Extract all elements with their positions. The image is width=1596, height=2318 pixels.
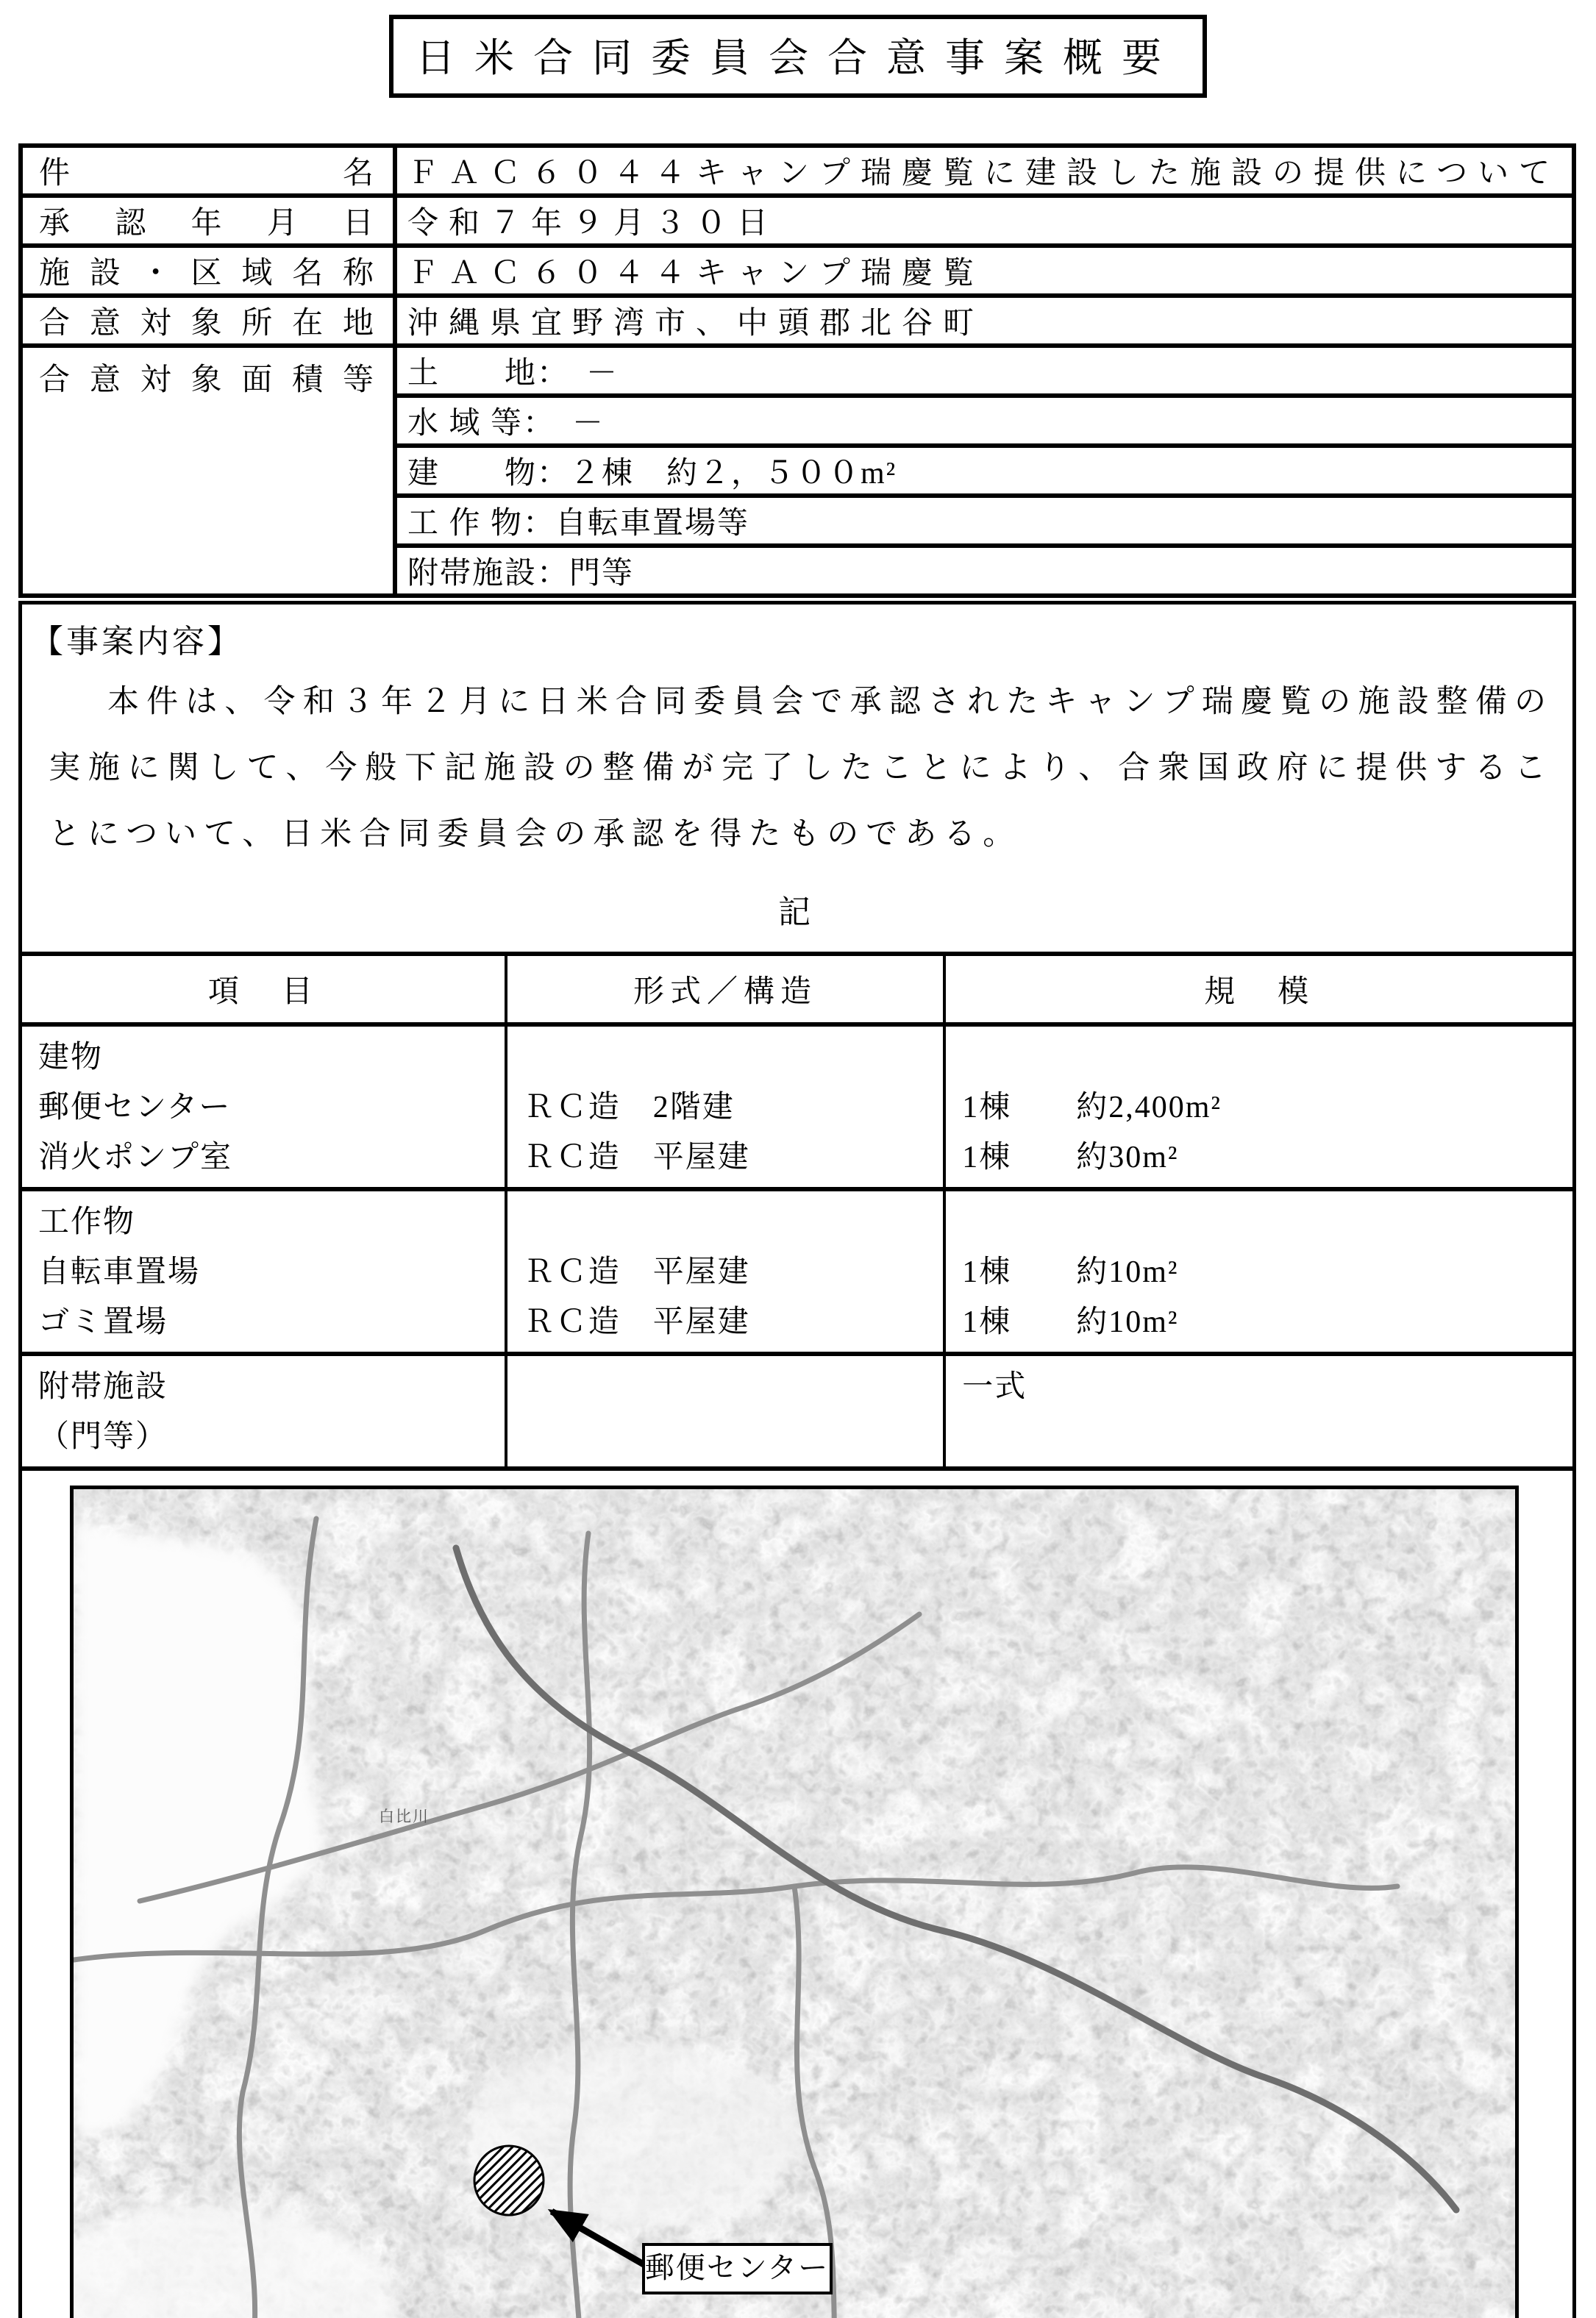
- structure-line: ＲＣ造 2階建: [523, 1091, 735, 1124]
- structure-line: [524, 1359, 944, 1409]
- group-scale-cell: [944, 1024, 1572, 1189]
- group-item-cell: [22, 1354, 506, 1469]
- document-title-box: [389, 15, 1207, 98]
- row-label-case-name: 件名: [21, 146, 395, 196]
- item-line: 工作物: [38, 1205, 136, 1239]
- group-structure-cell: [506, 1354, 945, 1469]
- row-value-case-name: ＦＡＣ６０４４キャンプ瑞慶覧に建設した施設の提供について: [395, 146, 1574, 196]
- row-label-location: 合意対象所在地: [21, 296, 395, 346]
- scale-line: 1棟 約2,400m²: [962, 1091, 1222, 1124]
- area-row-structure: 工 作 物：自転車置場等: [395, 496, 1574, 546]
- header-item: 項 目: [22, 954, 506, 1024]
- row-label-approval-date: 承認年月日: [21, 196, 395, 246]
- group-structure-cell: [506, 1189, 945, 1354]
- group-scale-cell: [944, 1354, 1572, 1469]
- table-row: [21, 296, 1574, 346]
- scale-line: 一式: [962, 1370, 1027, 1404]
- detail-group-ancillary: [22, 1354, 1572, 1469]
- row-value-facility-name: ＦＡＣ６０４４キャンプ瑞慶覧: [395, 246, 1574, 296]
- item-line: 建物: [38, 1041, 104, 1074]
- item-line: ゴミ置場: [38, 1305, 168, 1339]
- area-row-ancillary: 附帯施設：門等: [395, 546, 1574, 596]
- document-title: 日米合同委員会合意事案概要: [416, 36, 1180, 80]
- structure-line: ＲＣ造 平屋建: [523, 1305, 750, 1339]
- summary-table: [18, 143, 1576, 598]
- scale-line: [962, 1194, 1572, 1244]
- group-item-cell: [22, 1024, 506, 1189]
- row-label-area-group: 合意対象面積等: [21, 346, 395, 596]
- item-line: 郵便センター: [38, 1091, 232, 1124]
- structure-line: [524, 1194, 944, 1244]
- item-line: 自転車置場: [38, 1255, 201, 1289]
- structure-line: [524, 1030, 944, 1080]
- note-mark: 記: [778, 894, 816, 930]
- facility-marker-circle: [474, 2146, 544, 2215]
- group-structure-cell: [506, 1024, 945, 1189]
- area-row-building: 建 物：２棟 約２，５００m²: [395, 446, 1574, 496]
- area-row-water: 水 域 等： －: [395, 396, 1574, 446]
- structure-line: ＲＣ造 平屋建: [523, 1141, 750, 1174]
- case-section-body: 本件は、令和３年２月に日米合同委員会で承認されたキャンプ瑞慶覧の施設整備の実施に関して、今般下記施設の整備が完了したことにより、合衆国政府に提供することについて、日米合同委員会の承認を得たものである。: [49, 685, 1553, 852]
- table-row: [21, 346, 1574, 396]
- item-line: 消火ポンプ室: [38, 1141, 233, 1174]
- marker-label: 郵便センター: [644, 2251, 830, 2284]
- row-value-location: 沖縄県宜野湾市、中頭郡北谷町: [395, 296, 1574, 346]
- case-section-box: [18, 601, 1576, 2318]
- scale-line: 1棟 約10m²: [962, 1255, 1179, 1289]
- scale-line: 1棟 約10m²: [962, 1305, 1179, 1339]
- structure-line: ＲＣ造 平屋建: [523, 1255, 750, 1289]
- table-row: [21, 246, 1574, 296]
- header-structure: 形式／構造: [506, 954, 945, 1024]
- header-scale: 規 模: [944, 954, 1572, 1024]
- detail-group-structures: [22, 1189, 1572, 1354]
- detail-group-buildings: [22, 1024, 1572, 1189]
- row-label-facility-name: 施設・区域名称: [21, 246, 395, 296]
- detail-table: [22, 952, 1572, 1471]
- scale-line: [962, 1030, 1572, 1080]
- row-value-approval-date: 令和７年９月３０日: [395, 196, 1574, 246]
- detail-header-row: [22, 954, 1572, 1024]
- case-section-heading: 【事案内容】: [31, 624, 243, 660]
- table-row: [21, 146, 1574, 196]
- table-row: [21, 196, 1574, 246]
- scale-line: 1棟 約30m²: [962, 1141, 1179, 1174]
- item-line: （門等）: [38, 1420, 168, 1454]
- group-scale-cell: [944, 1189, 1572, 1354]
- item-line: 附帯施設: [38, 1370, 168, 1404]
- group-item-cell: [22, 1189, 506, 1354]
- location-map: [70, 1486, 1519, 2318]
- river-label: 白比川: [379, 1808, 430, 1825]
- area-row-land: 土 地： －: [395, 346, 1574, 396]
- map-image: [74, 1489, 1515, 2318]
